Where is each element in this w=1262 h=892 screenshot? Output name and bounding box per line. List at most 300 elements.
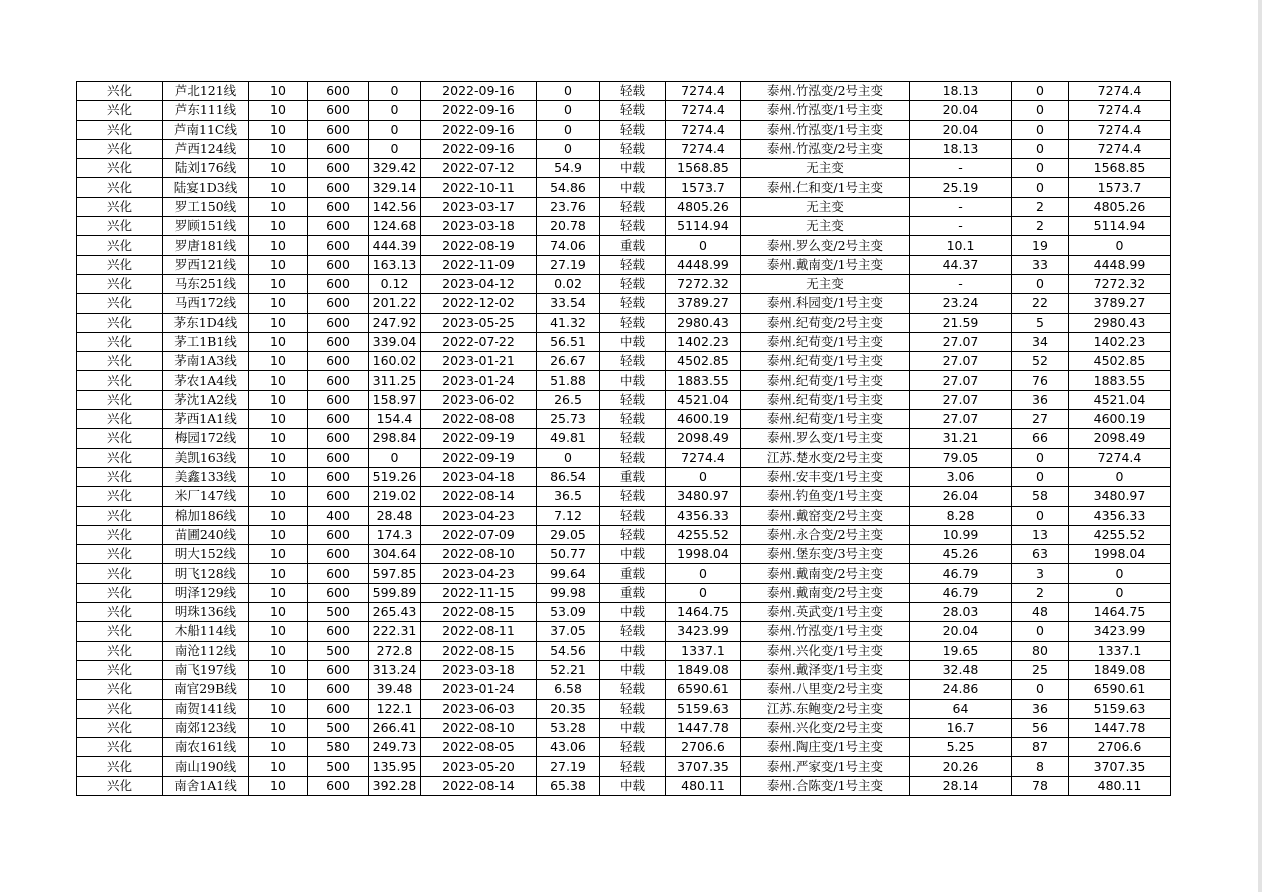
capacity-cell: 600 <box>308 82 369 101</box>
capacity-cell: 500 <box>308 757 369 776</box>
load-rate-cell: 20.35 <box>537 699 600 718</box>
count-cell: 56 <box>1012 718 1069 737</box>
transformer-load-rate-cell: 26.04 <box>910 487 1012 506</box>
table-row <box>77 487 1171 506</box>
load-rate-cell: 6.58 <box>537 680 600 699</box>
peak-load-cell: 265.43 <box>369 603 421 622</box>
capacity-cell: 600 <box>308 197 369 216</box>
peak-load-cell: 0 <box>369 82 421 101</box>
capacity-cell: 600 <box>308 525 369 544</box>
transformer-cell: 泰州.戴南变/1号主变 <box>741 255 910 274</box>
date-cell: 2022-08-08 <box>421 410 537 429</box>
transformer-cell: 泰州.戴泽变/1号主变 <box>741 660 910 679</box>
capacity-cell: 600 <box>308 236 369 255</box>
available-capacity-cell: 7274.4 <box>666 120 741 139</box>
available-capacity-cell: 3480.97 <box>666 487 741 506</box>
capacity-cell: 600 <box>308 448 369 467</box>
load-status-cell: 轻载 <box>600 139 666 158</box>
capacity-cell: 600 <box>308 332 369 351</box>
load-rate-cell: 99.98 <box>537 583 600 602</box>
line-name-cell: 马东251线 <box>163 274 249 293</box>
count-cell: 48 <box>1012 603 1069 622</box>
remaining-capacity-cell: 7272.32 <box>1069 274 1171 293</box>
capacity-cell: 600 <box>308 564 369 583</box>
load-status-cell: 轻载 <box>600 255 666 274</box>
available-capacity-cell: 3789.27 <box>666 294 741 313</box>
date-cell: 2023-06-02 <box>421 390 537 409</box>
date-cell: 2022-08-15 <box>421 641 537 660</box>
voltage-cell: 10 <box>249 410 308 429</box>
region-cell: 兴化 <box>77 197 163 216</box>
count-cell: 0 <box>1012 120 1069 139</box>
table-row <box>77 197 1171 216</box>
date-cell: 2022-08-15 <box>421 603 537 622</box>
voltage-cell: 10 <box>249 371 308 390</box>
voltage-cell: 10 <box>249 506 308 525</box>
load-status-cell: 中载 <box>600 332 666 351</box>
table-row <box>77 139 1171 158</box>
peak-load-cell: 0.12 <box>369 274 421 293</box>
table-row <box>77 506 1171 525</box>
voltage-cell: 10 <box>249 352 308 371</box>
peak-load-cell: 266.41 <box>369 718 421 737</box>
load-rate-cell: 0 <box>537 82 600 101</box>
line-name-cell: 陆宴1D3线 <box>163 178 249 197</box>
load-rate-cell: 54.56 <box>537 641 600 660</box>
capacity-cell: 600 <box>308 545 369 564</box>
voltage-cell: 10 <box>249 603 308 622</box>
line-name-cell: 南农161线 <box>163 738 249 757</box>
date-cell: 2022-09-16 <box>421 139 537 158</box>
load-status-cell: 轻载 <box>600 274 666 293</box>
table-row <box>77 622 1171 641</box>
region-cell: 兴化 <box>77 101 163 120</box>
transformer-load-rate-cell: 20.04 <box>910 101 1012 120</box>
line-name-cell: 茅西1A1线 <box>163 410 249 429</box>
remaining-capacity-cell: 7274.4 <box>1069 139 1171 158</box>
table-row <box>77 390 1171 409</box>
table-row <box>77 159 1171 178</box>
line-name-cell: 马西172线 <box>163 294 249 313</box>
date-cell: 2022-08-05 <box>421 738 537 757</box>
remaining-capacity-cell: 6590.61 <box>1069 680 1171 699</box>
region-cell: 兴化 <box>77 699 163 718</box>
peak-load-cell: 135.95 <box>369 757 421 776</box>
remaining-capacity-cell: 0 <box>1069 236 1171 255</box>
peak-load-cell: 154.4 <box>369 410 421 429</box>
load-rate-cell: 26.5 <box>537 390 600 409</box>
remaining-capacity-cell: 4448.99 <box>1069 255 1171 274</box>
voltage-cell: 10 <box>249 699 308 718</box>
region-cell: 兴化 <box>77 429 163 448</box>
region-cell: 兴化 <box>77 217 163 236</box>
available-capacity-cell: 1447.78 <box>666 718 741 737</box>
table-row <box>77 718 1171 737</box>
load-rate-cell: 20.78 <box>537 217 600 236</box>
remaining-capacity-cell: 1998.04 <box>1069 545 1171 564</box>
region-cell: 兴化 <box>77 159 163 178</box>
capacity-cell: 500 <box>308 641 369 660</box>
available-capacity-cell: 4255.52 <box>666 525 741 544</box>
load-rate-cell: 27.19 <box>537 757 600 776</box>
load-status-cell: 中载 <box>600 641 666 660</box>
date-cell: 2023-06-03 <box>421 699 537 718</box>
load-status-cell: 中载 <box>600 545 666 564</box>
available-capacity-cell: 2706.6 <box>666 738 741 757</box>
peak-load-cell: 304.64 <box>369 545 421 564</box>
table-row <box>77 410 1171 429</box>
load-status-cell: 轻载 <box>600 487 666 506</box>
region-cell: 兴化 <box>77 139 163 158</box>
voltage-cell: 10 <box>249 680 308 699</box>
transformer-load-rate-cell: 10.1 <box>910 236 1012 255</box>
available-capacity-cell: 1573.7 <box>666 178 741 197</box>
region-cell: 兴化 <box>77 178 163 197</box>
count-cell: 0 <box>1012 274 1069 293</box>
remaining-capacity-cell: 2980.43 <box>1069 313 1171 332</box>
table-row <box>77 467 1171 486</box>
available-capacity-cell: 0 <box>666 583 741 602</box>
voltage-cell: 10 <box>249 545 308 564</box>
transformer-cell: 泰州.兴化变/2号主变 <box>741 718 910 737</box>
load-status-cell: 重载 <box>600 467 666 486</box>
date-cell: 2023-05-20 <box>421 757 537 776</box>
date-cell: 2022-07-12 <box>421 159 537 178</box>
peak-load-cell: 160.02 <box>369 352 421 371</box>
transformer-load-rate-cell: 3.06 <box>910 467 1012 486</box>
voltage-cell: 10 <box>249 487 308 506</box>
region-cell: 兴化 <box>77 506 163 525</box>
transformer-cell: 泰州.竹泓变/2号主变 <box>741 82 910 101</box>
available-capacity-cell: 5114.94 <box>666 217 741 236</box>
region-cell: 兴化 <box>77 448 163 467</box>
capacity-cell: 600 <box>308 139 369 158</box>
transformer-cell: 泰州.钓鱼变/1号主变 <box>741 487 910 506</box>
load-status-cell: 轻载 <box>600 757 666 776</box>
load-status-cell: 轻载 <box>600 313 666 332</box>
region-cell: 兴化 <box>77 467 163 486</box>
voltage-cell: 10 <box>249 313 308 332</box>
remaining-capacity-cell: 2706.6 <box>1069 738 1171 757</box>
available-capacity-cell: 6590.61 <box>666 680 741 699</box>
date-cell: 2022-07-22 <box>421 332 537 351</box>
line-name-cell: 茅沈1A2线 <box>163 390 249 409</box>
transformer-cell: 江苏.楚水变/2号主变 <box>741 448 910 467</box>
transformer-load-rate-cell: 27.07 <box>910 352 1012 371</box>
table-row <box>77 641 1171 660</box>
transformer-cell: 泰州.纪荀变/1号主变 <box>741 390 910 409</box>
region-cell: 兴化 <box>77 371 163 390</box>
remaining-capacity-cell: 3480.97 <box>1069 487 1171 506</box>
load-rate-cell: 27.19 <box>537 255 600 274</box>
available-capacity-cell: 4356.33 <box>666 506 741 525</box>
table-row <box>77 101 1171 120</box>
capacity-cell: 600 <box>308 699 369 718</box>
available-capacity-cell: 7274.4 <box>666 101 741 120</box>
region-cell: 兴化 <box>77 660 163 679</box>
transformer-load-rate-cell: 46.79 <box>910 564 1012 583</box>
line-name-cell: 芦北121线 <box>163 82 249 101</box>
load-rate-cell: 0.02 <box>537 274 600 293</box>
transformer-cell: 泰州.兴化变/1号主变 <box>741 641 910 660</box>
load-rate-cell: 49.81 <box>537 429 600 448</box>
table-row <box>77 525 1171 544</box>
date-cell: 2022-08-10 <box>421 718 537 737</box>
line-name-cell: 罗唐181线 <box>163 236 249 255</box>
load-rate-cell: 86.54 <box>537 467 600 486</box>
transformer-cell: 泰州.合陈变/1号主变 <box>741 776 910 795</box>
count-cell: 0 <box>1012 467 1069 486</box>
date-cell: 2023-04-23 <box>421 564 537 583</box>
table-row <box>77 680 1171 699</box>
line-name-cell: 茅南1A3线 <box>163 352 249 371</box>
date-cell: 2023-01-24 <box>421 680 537 699</box>
remaining-capacity-cell: 7274.4 <box>1069 448 1171 467</box>
transformer-cell: 泰州.科园变/1号主变 <box>741 294 910 313</box>
voltage-cell: 10 <box>249 255 308 274</box>
region-cell: 兴化 <box>77 776 163 795</box>
transformer-cell: 泰州.戴南变/2号主变 <box>741 583 910 602</box>
capacity-cell: 600 <box>308 255 369 274</box>
load-status-cell: 轻载 <box>600 429 666 448</box>
count-cell: 80 <box>1012 641 1069 660</box>
line-name-cell: 明飞128线 <box>163 564 249 583</box>
remaining-capacity-cell: 1402.23 <box>1069 332 1171 351</box>
count-cell: 63 <box>1012 545 1069 564</box>
peak-load-cell: 0 <box>369 120 421 139</box>
count-cell: 0 <box>1012 101 1069 120</box>
count-cell: 2 <box>1012 583 1069 602</box>
remaining-capacity-cell: 480.11 <box>1069 776 1171 795</box>
transformer-load-rate-cell: 23.24 <box>910 294 1012 313</box>
load-status-cell: 中载 <box>600 178 666 197</box>
region-cell: 兴化 <box>77 255 163 274</box>
transformer-cell: 泰州.英武变/1号主变 <box>741 603 910 622</box>
date-cell: 2022-08-10 <box>421 545 537 564</box>
available-capacity-cell: 4502.85 <box>666 352 741 371</box>
available-capacity-cell: 1998.04 <box>666 545 741 564</box>
remaining-capacity-cell: 4805.26 <box>1069 197 1171 216</box>
remaining-capacity-cell: 3707.35 <box>1069 757 1171 776</box>
remaining-capacity-cell: 1573.7 <box>1069 178 1171 197</box>
available-capacity-cell: 4448.99 <box>666 255 741 274</box>
line-name-cell: 南贺141线 <box>163 699 249 718</box>
region-cell: 兴化 <box>77 545 163 564</box>
load-rate-cell: 36.5 <box>537 487 600 506</box>
region-cell: 兴化 <box>77 738 163 757</box>
load-status-cell: 轻载 <box>600 82 666 101</box>
count-cell: 87 <box>1012 738 1069 757</box>
load-status-cell: 轻载 <box>600 506 666 525</box>
load-status-cell: 轻载 <box>600 680 666 699</box>
peak-load-cell: 0 <box>369 139 421 158</box>
peak-load-cell: 249.73 <box>369 738 421 757</box>
date-cell: 2022-12-02 <box>421 294 537 313</box>
available-capacity-cell: 480.11 <box>666 776 741 795</box>
available-capacity-cell: 1402.23 <box>666 332 741 351</box>
date-cell: 2022-09-16 <box>421 82 537 101</box>
transformer-cell: 泰州.严家变/1号主变 <box>741 757 910 776</box>
load-status-cell: 轻载 <box>600 525 666 544</box>
remaining-capacity-cell: 2098.49 <box>1069 429 1171 448</box>
capacity-cell: 600 <box>308 371 369 390</box>
transformer-load-rate-cell: 10.99 <box>910 525 1012 544</box>
date-cell: 2023-04-18 <box>421 467 537 486</box>
capacity-cell: 600 <box>308 429 369 448</box>
transformer-cell: 泰州.纪荀变/1号主变 <box>741 410 910 429</box>
line-name-cell: 棉加186线 <box>163 506 249 525</box>
transformer-cell: 泰州.堡东变/3号主变 <box>741 545 910 564</box>
date-cell: 2022-08-14 <box>421 776 537 795</box>
count-cell: 0 <box>1012 82 1069 101</box>
available-capacity-cell: 3707.35 <box>666 757 741 776</box>
remaining-capacity-cell: 7274.4 <box>1069 120 1171 139</box>
remaining-capacity-cell: 0 <box>1069 564 1171 583</box>
load-rate-cell: 0 <box>537 139 600 158</box>
region-cell: 兴化 <box>77 564 163 583</box>
transformer-cell: 泰州.安丰变/1号主变 <box>741 467 910 486</box>
voltage-cell: 10 <box>249 525 308 544</box>
load-rate-cell: 54.9 <box>537 159 600 178</box>
load-status-cell: 轻载 <box>600 448 666 467</box>
voltage-cell: 10 <box>249 236 308 255</box>
remaining-capacity-cell: 4521.04 <box>1069 390 1171 409</box>
transformer-load-rate-cell: 46.79 <box>910 583 1012 602</box>
load-rate-cell: 74.06 <box>537 236 600 255</box>
line-name-cell: 南飞197线 <box>163 660 249 679</box>
transformer-cell: 无主变 <box>741 274 910 293</box>
table-row <box>77 178 1171 197</box>
remaining-capacity-cell: 3423.99 <box>1069 622 1171 641</box>
date-cell: 2022-08-19 <box>421 236 537 255</box>
transformer-cell: 泰州.竹泓变/1号主变 <box>741 120 910 139</box>
line-name-cell: 明大152线 <box>163 545 249 564</box>
load-status-cell: 轻载 <box>600 738 666 757</box>
line-name-cell: 芦东111线 <box>163 101 249 120</box>
date-cell: 2023-01-21 <box>421 352 537 371</box>
load-status-cell: 重载 <box>600 564 666 583</box>
transformer-load-rate-cell: 27.07 <box>910 410 1012 429</box>
transformer-load-rate-cell: - <box>910 159 1012 178</box>
line-name-cell: 南官29B线 <box>163 680 249 699</box>
load-rate-cell: 37.05 <box>537 622 600 641</box>
count-cell: 36 <box>1012 390 1069 409</box>
peak-load-cell: 124.68 <box>369 217 421 236</box>
remaining-capacity-cell: 1883.55 <box>1069 371 1171 390</box>
load-status-cell: 轻载 <box>600 622 666 641</box>
voltage-cell: 10 <box>249 641 308 660</box>
peak-load-cell: 392.28 <box>369 776 421 795</box>
peak-load-cell: 219.02 <box>369 487 421 506</box>
voltage-cell: 10 <box>249 82 308 101</box>
voltage-cell: 10 <box>249 738 308 757</box>
voltage-cell: 10 <box>249 622 308 641</box>
peak-load-cell: 247.92 <box>369 313 421 332</box>
peak-load-cell: 201.22 <box>369 294 421 313</box>
date-cell: 2023-03-18 <box>421 660 537 679</box>
peak-load-cell: 39.48 <box>369 680 421 699</box>
capacity-cell: 600 <box>308 776 369 795</box>
load-rate-cell: 54.86 <box>537 178 600 197</box>
transformer-cell: 泰州.仁和变/1号主变 <box>741 178 910 197</box>
available-capacity-cell: 4805.26 <box>666 197 741 216</box>
transformer-load-rate-cell: 27.07 <box>910 332 1012 351</box>
capacity-cell: 600 <box>308 274 369 293</box>
count-cell: 58 <box>1012 487 1069 506</box>
available-capacity-cell: 2980.43 <box>666 313 741 332</box>
transformer-load-rate-cell: 21.59 <box>910 313 1012 332</box>
line-name-cell: 南郊123线 <box>163 718 249 737</box>
capacity-cell: 600 <box>308 178 369 197</box>
peak-load-cell: 313.24 <box>369 660 421 679</box>
transformer-load-rate-cell: 5.25 <box>910 738 1012 757</box>
date-cell: 2023-03-18 <box>421 217 537 236</box>
transformer-load-rate-cell: 79.05 <box>910 448 1012 467</box>
count-cell: 8 <box>1012 757 1069 776</box>
voltage-cell: 10 <box>249 274 308 293</box>
voltage-cell: 10 <box>249 757 308 776</box>
region-cell: 兴化 <box>77 603 163 622</box>
count-cell: 0 <box>1012 139 1069 158</box>
count-cell: 13 <box>1012 525 1069 544</box>
load-rate-cell: 25.73 <box>537 410 600 429</box>
remaining-capacity-cell: 4356.33 <box>1069 506 1171 525</box>
peak-load-cell: 122.1 <box>369 699 421 718</box>
load-status-cell: 中载 <box>600 776 666 795</box>
count-cell: 25 <box>1012 660 1069 679</box>
load-rate-cell: 0 <box>537 448 600 467</box>
load-rate-cell: 41.32 <box>537 313 600 332</box>
date-cell: 2022-11-15 <box>421 583 537 602</box>
transformer-cell: 泰州.纪荀变/1号主变 <box>741 371 910 390</box>
voltage-cell: 10 <box>249 448 308 467</box>
transformer-load-rate-cell: - <box>910 274 1012 293</box>
voltage-cell: 10 <box>249 294 308 313</box>
available-capacity-cell: 1849.08 <box>666 660 741 679</box>
available-capacity-cell: 0 <box>666 564 741 583</box>
load-status-cell: 重载 <box>600 236 666 255</box>
region-cell: 兴化 <box>77 120 163 139</box>
voltage-cell: 10 <box>249 139 308 158</box>
load-rate-cell: 0 <box>537 101 600 120</box>
count-cell: 34 <box>1012 332 1069 351</box>
transformer-load-rate-cell: 31.21 <box>910 429 1012 448</box>
voltage-cell: 10 <box>249 660 308 679</box>
date-cell: 2022-09-16 <box>421 101 537 120</box>
remaining-capacity-cell: 0 <box>1069 583 1171 602</box>
region-cell: 兴化 <box>77 525 163 544</box>
line-name-cell: 罗顾151线 <box>163 217 249 236</box>
region-cell: 兴化 <box>77 294 163 313</box>
region-cell: 兴化 <box>77 82 163 101</box>
region-cell: 兴化 <box>77 313 163 332</box>
capacity-cell: 600 <box>308 294 369 313</box>
remaining-capacity-cell: 7274.4 <box>1069 82 1171 101</box>
line-name-cell: 罗工150线 <box>163 197 249 216</box>
line-name-cell: 茅工1B1线 <box>163 332 249 351</box>
load-rate-cell: 33.54 <box>537 294 600 313</box>
transformer-load-rate-cell: 19.65 <box>910 641 1012 660</box>
load-status-cell: 中载 <box>600 159 666 178</box>
table-row <box>77 448 1171 467</box>
capacity-cell: 600 <box>308 410 369 429</box>
available-capacity-cell: 7274.4 <box>666 82 741 101</box>
load-status-cell: 轻载 <box>600 699 666 718</box>
count-cell: 0 <box>1012 159 1069 178</box>
transformer-load-rate-cell: 28.03 <box>910 603 1012 622</box>
transformer-load-rate-cell: 27.07 <box>910 390 1012 409</box>
line-name-cell: 苗圃240线 <box>163 525 249 544</box>
